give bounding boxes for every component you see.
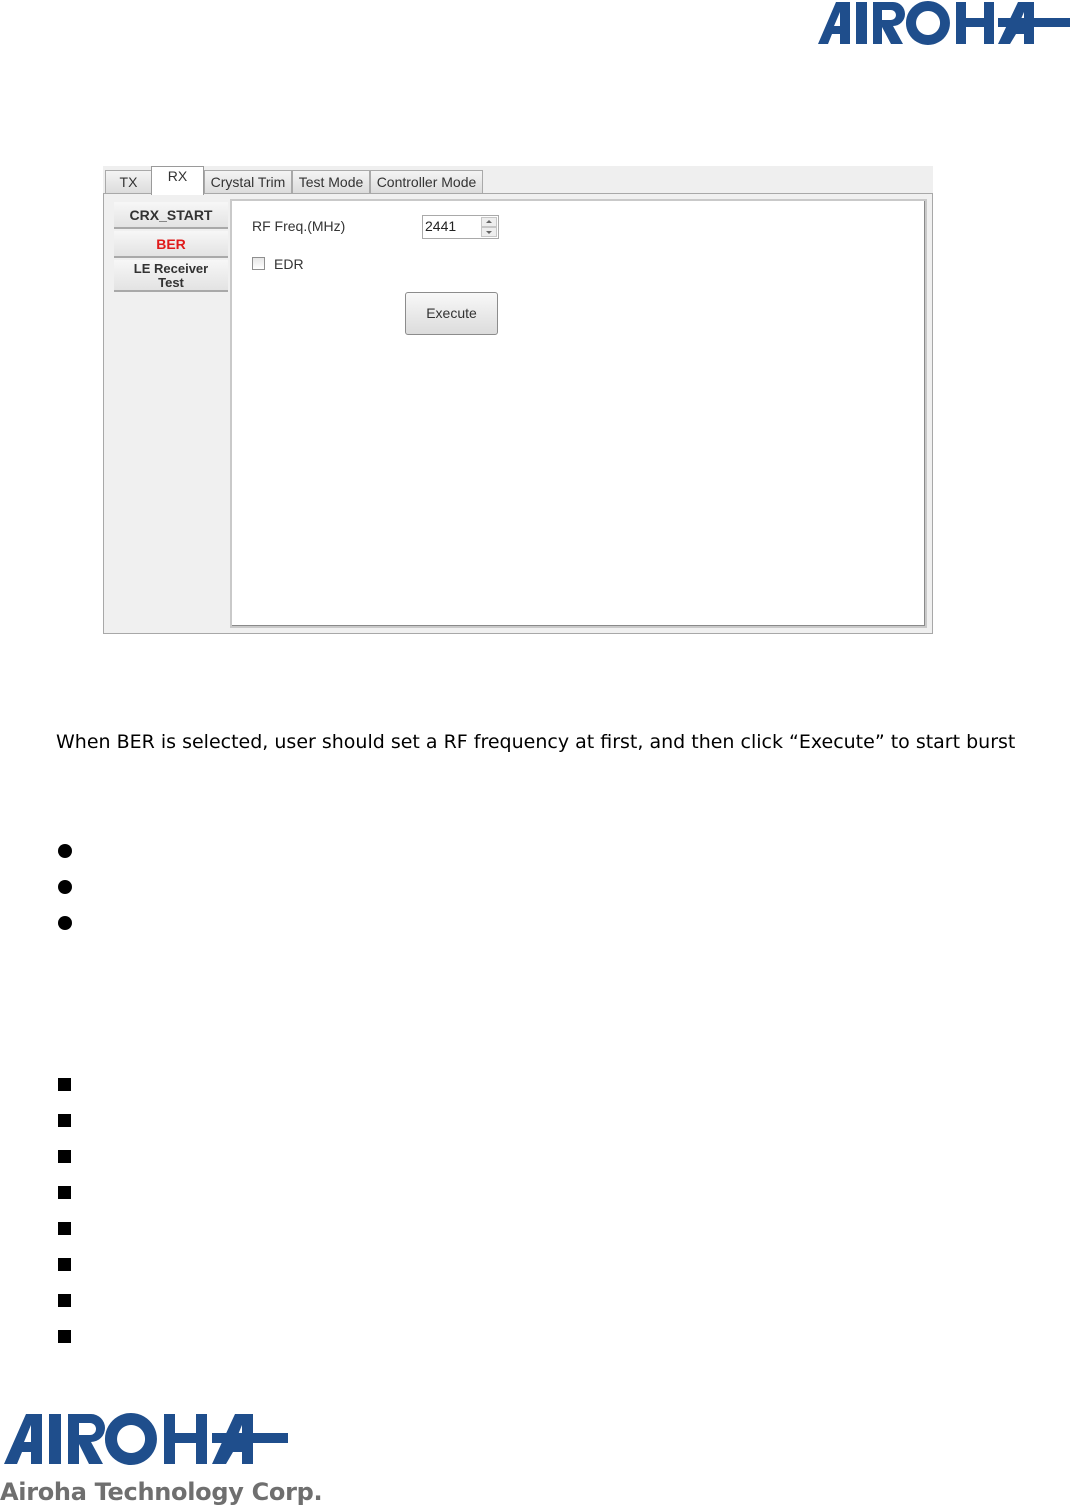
tab-crystal-trim[interactable]: Crystal Trim bbox=[204, 170, 292, 193]
rf-freq-spinbox[interactable] bbox=[422, 215, 499, 239]
tab-rx[interactable]: RX bbox=[151, 166, 204, 195]
bullet-square-icon bbox=[58, 1258, 71, 1271]
bullet-dot-icon bbox=[58, 916, 72, 930]
side-menu bbox=[110, 200, 229, 628]
le-receiver-line2: Test bbox=[158, 275, 184, 290]
app-window bbox=[103, 166, 933, 634]
le-receiver-line1: LE Receiver bbox=[133, 261, 209, 276]
rx-panel bbox=[103, 193, 933, 634]
tab-test-mode[interactable]: Test Mode bbox=[292, 170, 370, 193]
tab-bar bbox=[103, 166, 933, 194]
airoha-logo-bottom bbox=[0, 1410, 290, 1470]
ber-content bbox=[230, 199, 927, 628]
bullet-square-icon bbox=[58, 1150, 71, 1163]
rf-freq-value[interactable]: 2441 bbox=[425, 218, 457, 234]
rf-freq-label: RF Freq.(MHz) bbox=[252, 218, 346, 234]
spin-buttons bbox=[481, 217, 497, 237]
edr-checkbox[interactable] bbox=[252, 257, 265, 270]
bullet-square-icon bbox=[58, 1078, 71, 1091]
spin-down-icon[interactable] bbox=[481, 227, 497, 237]
airoha-logo-top bbox=[812, 0, 1070, 50]
tab-tx[interactable]: TX bbox=[105, 170, 152, 193]
le-receiver-test-button[interactable] bbox=[114, 260, 228, 292]
bullet-square-icon bbox=[58, 1330, 71, 1343]
spin-up-icon[interactable] bbox=[481, 217, 497, 227]
description-paragraph: When BER is selected, user should set a RF frequency at first, and then click “Execute” to start burst bbox=[56, 731, 1016, 753]
ber-button[interactable]: BER bbox=[114, 231, 228, 258]
bullet-square-icon bbox=[58, 1294, 71, 1307]
execute-button[interactable]: Execute bbox=[405, 292, 498, 335]
bullet-square-icon bbox=[58, 1186, 71, 1199]
bullet-dot-icon bbox=[58, 880, 72, 894]
crx-start-button[interactable]: CRX_START bbox=[114, 202, 228, 229]
bullet-square-icon bbox=[58, 1222, 71, 1235]
tab-controller-mode[interactable]: Controller Mode bbox=[370, 170, 483, 193]
bullet-dot-icon bbox=[58, 844, 72, 858]
edr-label: EDR bbox=[274, 256, 304, 272]
bullet-square-icon bbox=[58, 1114, 71, 1127]
company-name: Airoha Technology Corp. bbox=[0, 1478, 323, 1506]
